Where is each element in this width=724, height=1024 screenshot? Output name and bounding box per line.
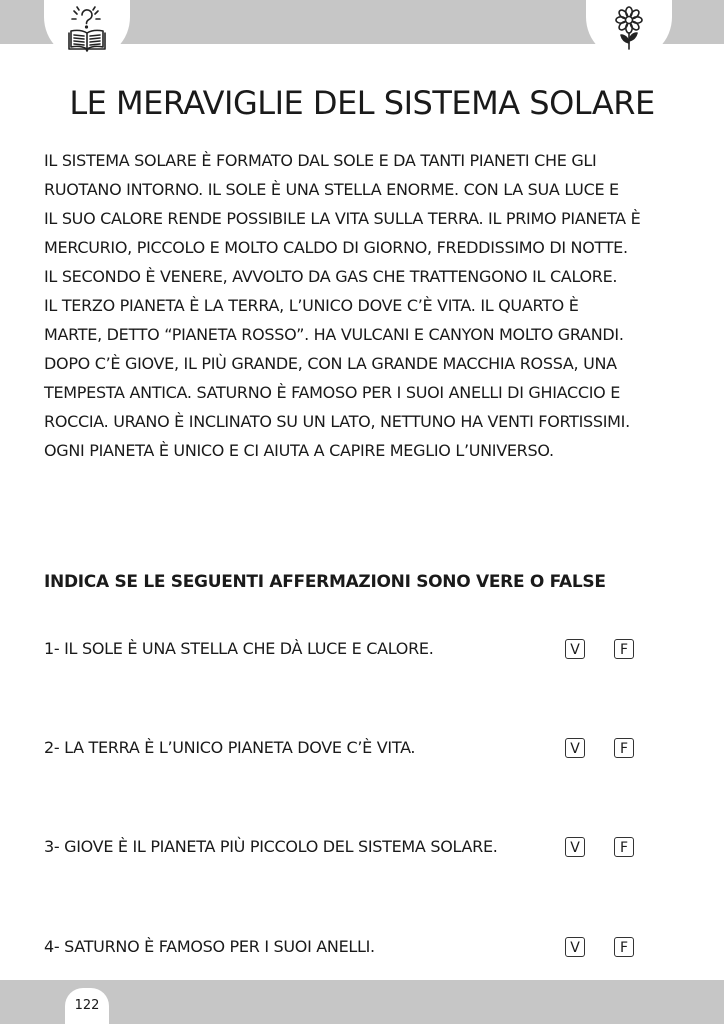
question-text: 2- LA TERRA È L’UNICO PIANETA DOVE C’È VITA.: [44, 738, 416, 757]
question-text: 1- IL SOLE È UNA STELLA CHE DÀ LUCE E CALORE.: [44, 639, 434, 658]
passage-line: RUOTANO INTORNO. IL SOLE È UNA STELLA ENORME. CON LA SUA LUCE E: [44, 180, 619, 199]
false-checkbox[interactable]: F: [614, 738, 634, 758]
question-4: [44, 934, 684, 960]
passage-line: IL SUO CALORE RENDE POSSIBILE LA VITA SULLA TERRA. IL PRIMO PIANETA È: [44, 209, 641, 228]
passage-line: MERCURIO, PICCOLO E MOLTO CALDO DI GIORNO, FREDDISSIMO DI NOTTE.: [44, 238, 628, 257]
false-checkbox[interactable]: F: [614, 639, 634, 659]
book-question-icon: [65, 3, 109, 53]
passage-line: IL SISTEMA SOLARE È FORMATO DAL SOLE E DA TANTI PIANETI CHE GLI: [44, 151, 597, 170]
question-3: [44, 834, 684, 860]
passage-line: IL TERZO PIANETA È LA TERRA, L’UNICO DOVE C’È VITA. IL QUARTO È: [44, 296, 579, 315]
passage-line: IL SECONDO È VENERE, AVVOLTO DA GAS CHE TRATTENGONO IL CALORE.: [44, 267, 618, 286]
page-number: 122: [65, 988, 109, 1024]
question-1: [44, 636, 684, 662]
page-title: LE MERAVIGLIE DEL SISTEMA SOLARE: [69, 84, 655, 122]
true-checkbox[interactable]: V: [565, 738, 585, 758]
true-checkbox[interactable]: V: [565, 937, 585, 957]
passage-line: ROCCIA. URANO È INCLINATO SU UN LATO, NETTUNO HA VENTI FORTISSIMI.: [44, 412, 630, 431]
false-checkbox[interactable]: F: [614, 837, 634, 857]
false-checkbox[interactable]: F: [614, 937, 634, 957]
passage-line: MARTE, DETTO “PIANETA ROSSO”. HA VULCANI E CANYON MOLTO GRANDI.: [44, 325, 624, 344]
exercise-instruction: INDICA SE LE SEGUENTI AFFERMAZIONI SONO VERE O FALSE: [44, 572, 606, 592]
passage-line: DOPO C’È GIOVE, IL PIÙ GRANDE, CON LA GRANDE MACCHIA ROSSA, UNA: [44, 354, 617, 373]
header-tab-right: [586, 0, 672, 60]
passage-line: TEMPESTA ANTICA. SATURNO È FAMOSO PER I SUOI ANELLI DI GHIACCIO E: [44, 383, 621, 402]
question-2: [44, 735, 684, 761]
passage-line: OGNI PIANETA È UNICO E CI AIUTA A CAPIRE MEGLIO L’UNIVERSO.: [44, 441, 554, 460]
reading-passage: [44, 146, 694, 465]
true-checkbox[interactable]: V: [565, 639, 585, 659]
true-checkbox[interactable]: V: [565, 837, 585, 857]
header-tab-left: [44, 0, 130, 60]
question-text: 4- SATURNO È FAMOSO PER I SUOI ANELLI.: [44, 937, 375, 956]
question-text: 3- GIOVE È IL PIANETA PIÙ PICCOLO DEL SISTEMA SOLARE.: [44, 837, 498, 856]
flower-icon: [607, 3, 651, 53]
